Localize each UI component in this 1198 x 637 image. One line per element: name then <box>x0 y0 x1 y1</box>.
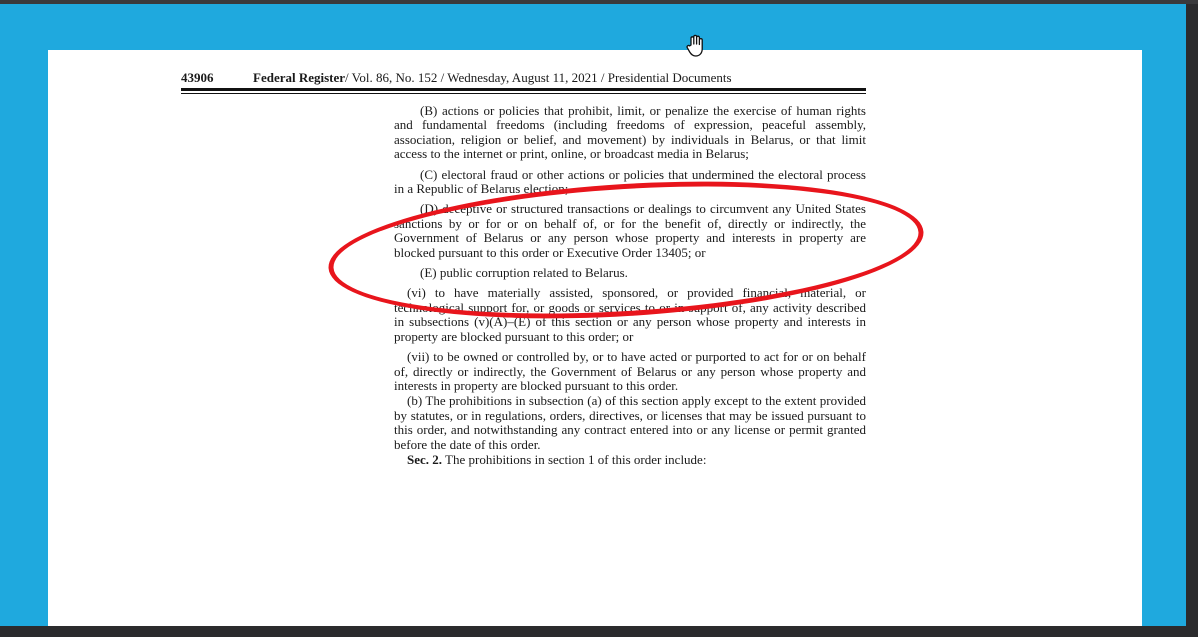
citation: / Vol. 86, No. 152 / Wednesday, August 11, 2021 / Presidential Documents <box>345 70 732 85</box>
header-rule-thin <box>181 93 866 94</box>
right-edge <box>1186 4 1198 626</box>
section-2-text: The prohibitions in section 1 of this order include: <box>442 451 707 467</box>
section-2 <box>394 453 866 467</box>
section-2-label: Sec. 2. <box>407 451 443 467</box>
hand-cursor-icon <box>684 34 706 58</box>
running-header <box>181 70 867 86</box>
publication-name: Federal Register <box>253 70 346 85</box>
paragraph-e-item: (E) public corruption related to Belarus. <box>420 265 628 281</box>
paragraph-vii-item: (vii) to be owned or controlled by, or to have acted or purported to act for or on behalf of, directly or indirectly, the Government of Belarus or any person whose property and interests in property are blocked pursuant to this order. <box>394 349 866 393</box>
paragraph-vi-item: (vi) to have materially assisted, sponsored, or provided financial, material, or technological support for, or goods or services to or in support of, any activity described in subsections (v)(A)–(E) of this section or any person whose property and interests in property are blocked pursuant to this order; or <box>394 285 866 344</box>
header-rule-thick <box>181 88 866 91</box>
bottom-bar <box>0 626 1198 637</box>
paragraph-b-subsection: (b) The prohibitions in subsection (a) of this section apply except to the extent provided by statutes, or in regulations, orders, directives, or licenses that may be issued pursuant to this order, and notwithstanding any contract entered into or any license or permit granted before the date of this order. <box>394 393 866 452</box>
paragraph-b-item: (B) actions or policies that prohibit, limit, or penalize the exercise of human rights and fundamental freedoms (including freedoms of expression, peaceful assembly, association, religion or belief, and movement) by individuals in Belarus, or that limit access to the internet or print, online, or broadcast media in Belarus; <box>394 103 866 162</box>
paragraph-c-item: (C) electoral fraud or other actions or policies that undermined the electoral process in a Republic of Belarus election; <box>394 166 866 197</box>
paragraph-d-item: (D) deceptive or structured transactions or dealings to circumvent any United States sanctions by or for or on behalf of, or for the benefit of, directly or indirectly, the Government of Belarus or any person whose property and interests in property are blocked pursuant to this order or Executive Order 13405; or <box>394 201 866 260</box>
page-number: 43906 <box>181 70 214 85</box>
